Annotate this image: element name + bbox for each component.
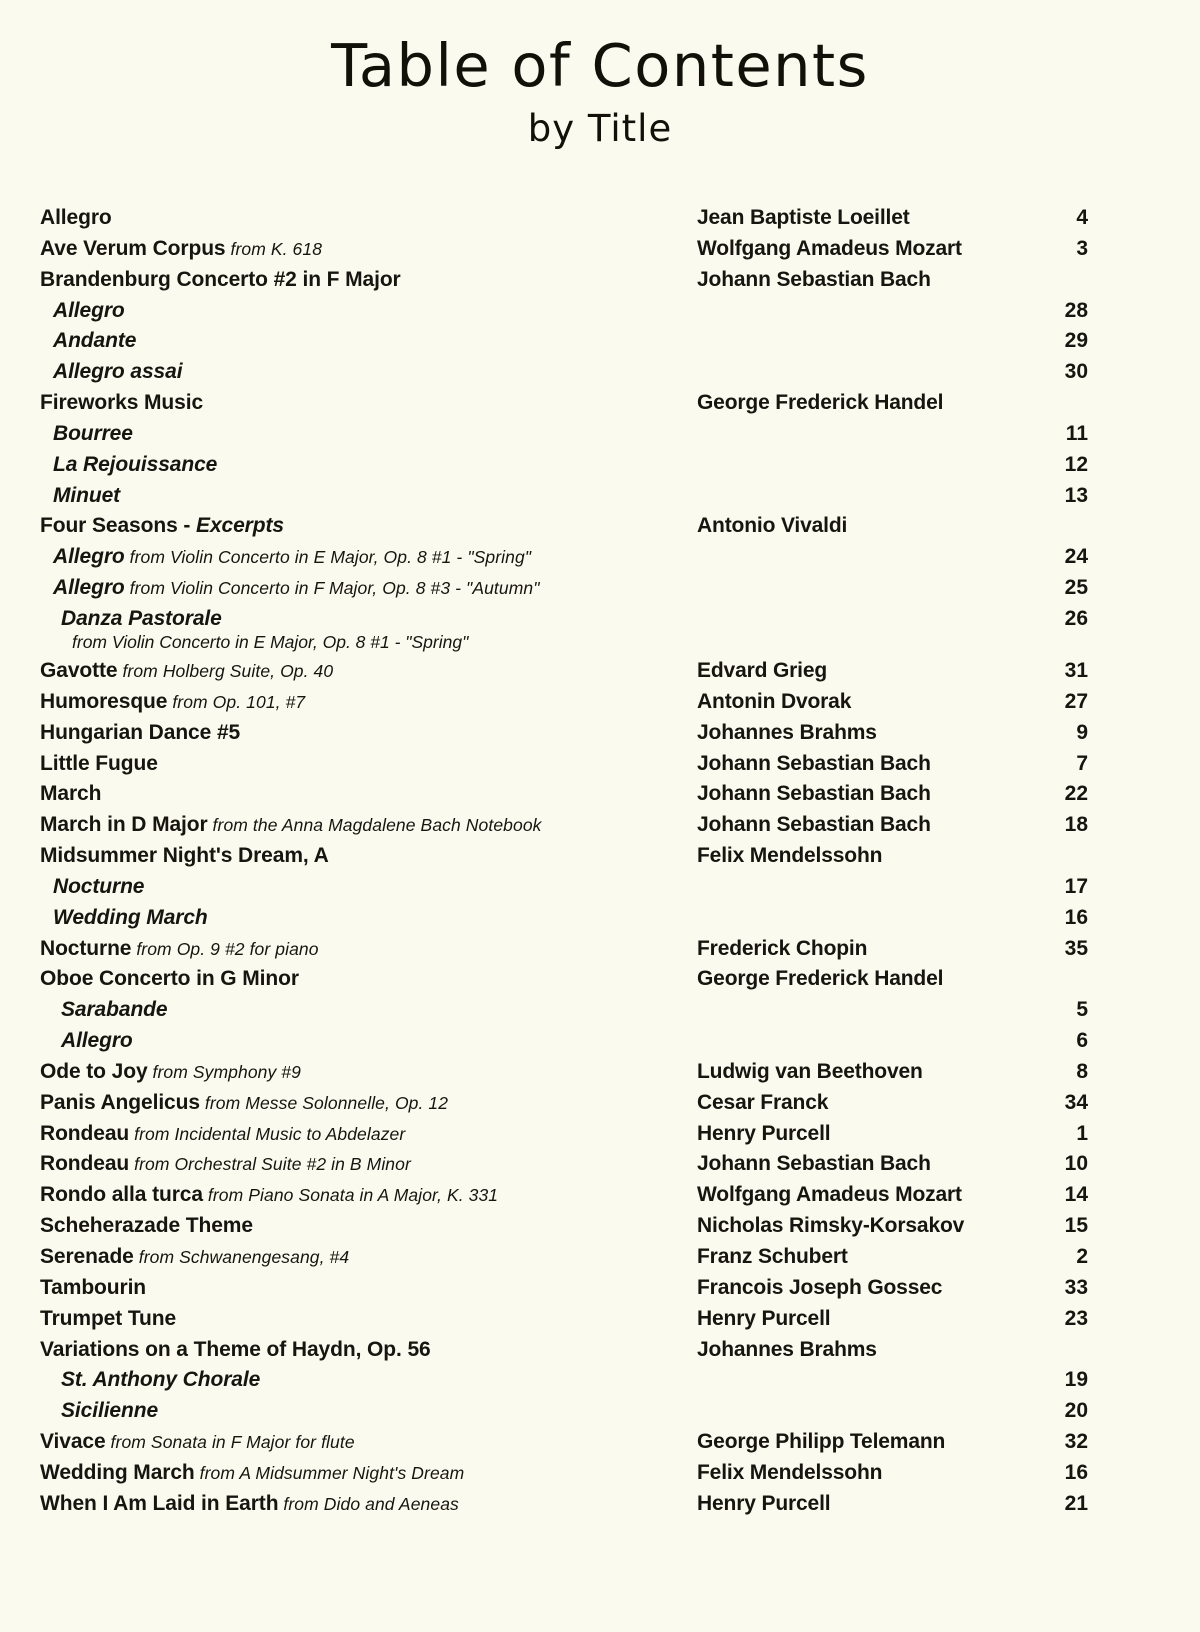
toc-entry-page-number[interactable]: 13 bbox=[1064, 483, 1088, 507]
toc-entry-row[interactable] bbox=[0, 872, 1200, 903]
toc-entry-row[interactable] bbox=[0, 604, 1200, 656]
toc-entry-composer: Johannes Brahms bbox=[697, 720, 877, 744]
toc-entry-qualifier: from A Midsummer Night's Dream bbox=[194, 1462, 465, 1483]
toc-entry-row[interactable] bbox=[0, 296, 1200, 327]
toc-entry-row[interactable] bbox=[0, 1304, 1200, 1335]
toc-entry-composer: Cesar Franck bbox=[697, 1090, 829, 1114]
toc-entry-page-number[interactable]: 23 bbox=[1064, 1306, 1088, 1330]
page-subtitle: by Title bbox=[527, 107, 673, 150]
toc-entry-qualifier: from Schwanengesang, #4 bbox=[133, 1247, 350, 1267]
toc-entry-qualifier: from Symphony #9 bbox=[147, 1061, 301, 1082]
toc-entry-title: Tambourin bbox=[40, 1275, 147, 1299]
toc-entry-row[interactable] bbox=[0, 1489, 1200, 1520]
toc-entry-title: March in D Major from the Anna Magdalene Bach Notebook bbox=[40, 813, 542, 837]
toc-entry-page-number[interactable]: 20 bbox=[1064, 1399, 1088, 1423]
toc-entry-row[interactable] bbox=[0, 964, 1200, 995]
toc-entry-page-number[interactable]: 10 bbox=[1064, 1152, 1088, 1176]
toc-entry-title: Variations on a Theme of Haydn, Op. 56 bbox=[40, 1337, 431, 1361]
toc-entry-row[interactable] bbox=[0, 234, 1200, 265]
toc-entry-title: Sarabande bbox=[61, 998, 168, 1022]
toc-entry-title: St. Anthony Chorale bbox=[61, 1368, 261, 1392]
toc-entry-title: Allegro from Violin Concerto in E Major, Op. 8 #1 - "Spring" bbox=[53, 545, 532, 569]
toc-entry-qualifier: from the Anna Magdalene Bach Notebook bbox=[207, 815, 542, 836]
toc-entry-page-number[interactable]: 8 bbox=[1076, 1059, 1088, 1083]
toc-entry-page-number[interactable]: 21 bbox=[1064, 1491, 1088, 1515]
toc-entry-title: Allegro bbox=[40, 206, 112, 229]
toc-entry-page-number[interactable]: 35 bbox=[1064, 936, 1088, 960]
toc-entry-row[interactable] bbox=[0, 1273, 1200, 1304]
toc-entry-qualifier: from Sonata in F Major for flute bbox=[105, 1432, 355, 1453]
toc-entry-row[interactable] bbox=[0, 779, 1200, 810]
toc-entry-row[interactable] bbox=[0, 1026, 1200, 1057]
toc-entry-row[interactable] bbox=[0, 903, 1200, 934]
toc-entry-composer: Johann Sebastian Bach bbox=[697, 267, 931, 291]
toc-entry-qualifier: from Orchestral Suite #2 in B Minor bbox=[129, 1154, 411, 1175]
toc-entry-row[interactable] bbox=[0, 810, 1200, 841]
toc-entry-title: Wedding March bbox=[53, 905, 208, 929]
toc-entry-composer: Frederick Chopin bbox=[697, 936, 868, 960]
toc-entry-title: Four Seasons - Excerpts bbox=[40, 514, 284, 538]
toc-entry-page-number[interactable]: 19 bbox=[1064, 1368, 1088, 1392]
toc-entry-title: Allegro assai bbox=[53, 360, 183, 384]
toc-entry-row[interactable] bbox=[0, 1396, 1200, 1427]
toc-entry-composer: George Frederick Handel bbox=[697, 967, 944, 991]
toc-entry-row[interactable] bbox=[0, 326, 1200, 357]
toc-entry-title: Hungarian Dance #5 bbox=[40, 720, 241, 744]
toc-entry-composer: Antonio Vivaldi bbox=[697, 514, 848, 538]
toc-entry-page-number[interactable]: 33 bbox=[1064, 1275, 1088, 1299]
toc-entry-title: Rondeau from Incidental Music to Abdelazer bbox=[40, 1121, 406, 1145]
toc-entry-title: Wedding March from A Midsummer Night's Dream bbox=[40, 1460, 465, 1484]
toc-entry-title: Ode to Joy from Symphony #9 bbox=[40, 1059, 301, 1083]
toc-entry-row[interactable] bbox=[0, 265, 1200, 296]
toc-entry-page-number[interactable]: 16 bbox=[1064, 1460, 1088, 1484]
toc-entry-title: Danza Pastorale bbox=[61, 606, 222, 630]
toc-entry-title: Scheherazade Theme bbox=[40, 1214, 253, 1238]
toc-entry-page-number[interactable]: 3 bbox=[1076, 236, 1088, 260]
toc-entry-title: Little Fugue bbox=[40, 751, 158, 775]
toc-entry-title: Panis Angelicus from Messe Solonnelle, Op. 12 bbox=[40, 1090, 449, 1114]
toc-entry-qualifier: from Piano Sonata in A Major, K. 331 bbox=[202, 1185, 499, 1206]
toc-entry-row[interactable] bbox=[0, 1119, 1200, 1150]
toc-entry-row[interactable] bbox=[0, 542, 1200, 573]
toc-entry-page-number[interactable]: 15 bbox=[1064, 1214, 1088, 1238]
toc-entry-composer: Johann Sebastian Bach bbox=[697, 751, 931, 775]
toc-entry-page-number[interactable]: 5 bbox=[1076, 998, 1088, 1022]
toc-entry-title: Nocturne bbox=[53, 874, 145, 898]
toc-entry-title: Humoresque from Op. 101, #7 bbox=[40, 689, 306, 713]
toc-entry-title: Oboe Concerto in G Minor bbox=[40, 967, 299, 991]
toc-entry-composer: Francois Joseph Gossec bbox=[697, 1275, 943, 1299]
toc-entry-page-number[interactable]: 32 bbox=[1064, 1430, 1088, 1454]
toc-entry-title: Allegro from Violin Concerto in F Major, Op. 8 #3 - "Autumn" bbox=[53, 576, 540, 600]
toc-entry-composer: Wolfgang Amadeus Mozart bbox=[697, 1183, 962, 1207]
toc-entry-row[interactable] bbox=[0, 388, 1200, 419]
toc-entry-qualifier: from Op. 9 #2 for piano bbox=[131, 938, 319, 959]
toc-entry-title: Nocturne from Op. 9 #2 for piano bbox=[40, 936, 319, 960]
toc-entry-composer: Henry Purcell bbox=[697, 1491, 831, 1515]
toc-entry-row[interactable] bbox=[0, 419, 1200, 450]
toc-entry-page-number[interactable]: 31 bbox=[1064, 658, 1088, 682]
toc-entry-composer: Felix Mendelssohn bbox=[697, 844, 883, 868]
toc-entry-title: Ave Verum Corpus from K. 618 bbox=[40, 236, 323, 260]
toc-entry-row[interactable] bbox=[0, 934, 1200, 965]
toc-entry-title: Brandenburg Concerto #2 in F Major bbox=[40, 267, 401, 291]
toc-entry-page-number[interactable]: 12 bbox=[1064, 452, 1088, 476]
toc-entry-row[interactable] bbox=[0, 481, 1200, 512]
toc-entry-composer: Franz Schubert bbox=[697, 1245, 848, 1268]
toc-entry-row[interactable] bbox=[0, 1149, 1200, 1180]
toc-entry-page-number[interactable]: 27 bbox=[1064, 689, 1088, 713]
toc-entry-title-italic: Excerpts bbox=[196, 514, 284, 538]
toc-entry-title: Minuet bbox=[53, 483, 121, 507]
toc-entry-row[interactable] bbox=[0, 203, 1200, 234]
toc-entry-page-number[interactable]: 9 bbox=[1076, 720, 1088, 744]
toc-entry-composer: Johann Sebastian Bach bbox=[697, 1152, 931, 1176]
toc-entry-page-number[interactable]: 34 bbox=[1064, 1090, 1088, 1114]
toc-entry-qualifier: from Violin Concerto in F Major, Op. 8 #3 - "Autumn" bbox=[124, 578, 540, 599]
toc-entry-composer: Antonin Dvorak bbox=[697, 689, 852, 713]
toc-entry-title: Serenade from Schwanengesang, #4 bbox=[40, 1245, 350, 1268]
table-of-contents-list bbox=[0, 203, 1200, 1520]
toc-entry-qualifier: from Op. 101, #7 bbox=[167, 691, 306, 712]
toc-entry-title: Vivace from Sonata in F Major for flute bbox=[40, 1430, 355, 1454]
toc-entry-row[interactable] bbox=[0, 450, 1200, 481]
toc-entry-qualifier: from K. 618 bbox=[225, 238, 323, 259]
toc-entry-row[interactable] bbox=[0, 1427, 1200, 1458]
toc-entry-row[interactable] bbox=[0, 1088, 1200, 1119]
toc-entry-page-number[interactable]: 11 bbox=[1065, 421, 1088, 445]
toc-entry-row[interactable] bbox=[0, 656, 1200, 687]
toc-entry-page-number[interactable]: 14 bbox=[1064, 1183, 1088, 1207]
toc-entry-row[interactable] bbox=[0, 841, 1200, 872]
toc-entry-title: Gavotte from Holberg Suite, Op. 40 bbox=[40, 658, 334, 682]
toc-entry-qualifier: from Violin Concerto in E Major, Op. 8 #1 - "Spring" bbox=[124, 547, 532, 568]
toc-entry-title: La Rejouissance bbox=[53, 452, 218, 476]
toc-header bbox=[0, 0, 1200, 150]
toc-entry-row[interactable] bbox=[0, 573, 1200, 604]
toc-entry-title: When I Am Laid in Earth from Dido and Aeneas bbox=[40, 1491, 459, 1515]
toc-entry-title: Midsummer Night's Dream, A bbox=[40, 844, 329, 868]
toc-entry-composer: George Philipp Telemann bbox=[697, 1430, 946, 1454]
toc-entry-composer: Johann Sebastian Bach bbox=[697, 782, 931, 806]
toc-entry-composer: Henry Purcell bbox=[697, 1306, 831, 1330]
toc-entry-qualifier-wrap: from Violin Concerto in E Major, Op. 8 #1 - "Spring" bbox=[72, 631, 469, 652]
toc-entry-row[interactable] bbox=[0, 749, 1200, 780]
toc-entry-composer: Jean Baptiste Loeillet bbox=[697, 206, 910, 229]
toc-entry-composer: Edvard Grieg bbox=[697, 658, 828, 682]
toc-entry-title: Bourree bbox=[53, 421, 133, 445]
toc-entry-title: Sicilienne bbox=[61, 1399, 159, 1423]
toc-entry-composer: Ludwig van Beethoven bbox=[697, 1059, 923, 1083]
toc-entry-page-number[interactable]: 24 bbox=[1064, 545, 1088, 569]
toc-entry-title: Trumpet Tune bbox=[40, 1306, 177, 1330]
toc-entry-title: Allegro bbox=[53, 298, 125, 322]
toc-entry-row[interactable] bbox=[0, 687, 1200, 718]
toc-entry-page-number[interactable]: 26 bbox=[1064, 606, 1088, 630]
toc-entry-row[interactable] bbox=[0, 1211, 1200, 1242]
toc-entry-qualifier: from Incidental Music to Abdelazer bbox=[129, 1123, 406, 1144]
toc-entry-qualifier: from Holberg Suite, Op. 40 bbox=[117, 660, 334, 681]
toc-entry-composer: Wolfgang Amadeus Mozart bbox=[697, 236, 962, 260]
toc-entry-composer: Johannes Brahms bbox=[697, 1337, 877, 1361]
toc-entry-title: Allegro bbox=[61, 1029, 133, 1053]
toc-entry-row[interactable] bbox=[0, 1180, 1200, 1211]
toc-entry-title: Fireworks Music bbox=[40, 391, 204, 415]
page-title: Table of Contents bbox=[331, 31, 869, 100]
toc-entry-title: Rondo alla turca from Piano Sonata in A Major, K. 331 bbox=[40, 1183, 499, 1207]
toc-entry-page-number[interactable]: 4 bbox=[1076, 206, 1088, 229]
toc-entry-page-number[interactable]: 2 bbox=[1076, 1245, 1088, 1268]
toc-entry-qualifier: from Messe Solonnelle, Op. 12 bbox=[199, 1092, 449, 1113]
toc-entry-row[interactable] bbox=[0, 1335, 1200, 1366]
toc-entry-composer: Felix Mendelssohn bbox=[697, 1460, 883, 1484]
toc-entry-composer: Johann Sebastian Bach bbox=[697, 813, 931, 837]
toc-entry-page-number[interactable]: 17 bbox=[1064, 874, 1088, 898]
toc-entry-page-number[interactable]: 7 bbox=[1076, 751, 1088, 775]
toc-entry-row[interactable] bbox=[0, 1242, 1200, 1273]
toc-entry-row[interactable] bbox=[0, 357, 1200, 388]
toc-entry-row[interactable] bbox=[0, 511, 1200, 542]
toc-entry-page-number[interactable]: 6 bbox=[1076, 1029, 1088, 1053]
toc-entry-composer: George Frederick Handel bbox=[697, 391, 944, 415]
toc-entry-qualifier: from Dido and Aeneas bbox=[278, 1493, 459, 1514]
toc-entry-title: Rondeau from Orchestral Suite #2 in B Minor bbox=[40, 1152, 411, 1176]
toc-entry-page-number[interactable]: 25 bbox=[1064, 576, 1088, 600]
toc-entry-page-number[interactable]: 28 bbox=[1064, 298, 1088, 322]
toc-entry-composer: Henry Purcell bbox=[697, 1121, 831, 1145]
toc-entry-title: March bbox=[40, 782, 102, 806]
toc-entry-row[interactable] bbox=[0, 995, 1200, 1026]
toc-entry-row[interactable] bbox=[0, 1365, 1200, 1396]
toc-entry-row[interactable] bbox=[0, 1057, 1200, 1088]
toc-entry-composer: Nicholas Rimsky-Korsakov bbox=[697, 1214, 965, 1238]
toc-entry-page-number[interactable]: 29 bbox=[1064, 329, 1088, 353]
toc-entry-page-number[interactable]: 1 bbox=[1076, 1121, 1088, 1145]
toc-entry-row[interactable] bbox=[0, 1458, 1200, 1489]
toc-entry-page-number[interactable]: 18 bbox=[1064, 813, 1088, 837]
toc-entry-page-number[interactable]: 22 bbox=[1064, 782, 1088, 806]
toc-entry-row[interactable] bbox=[0, 718, 1200, 749]
toc-entry-title: Andante bbox=[53, 329, 137, 353]
toc-entry-page-number[interactable]: 16 bbox=[1064, 905, 1088, 929]
toc-entry-page-number[interactable]: 30 bbox=[1064, 360, 1088, 384]
